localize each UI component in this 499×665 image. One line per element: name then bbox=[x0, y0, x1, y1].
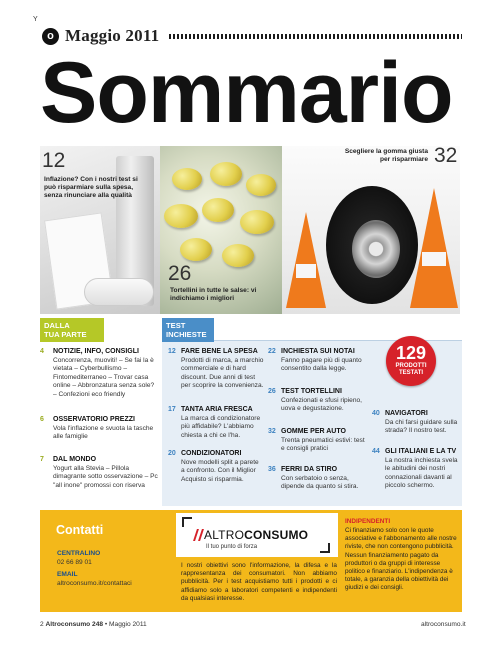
feature-caption: Scegliere la gomma giusta per risparmiare bbox=[344, 148, 428, 163]
tortellino-shape bbox=[210, 162, 242, 186]
feature-page-number: 12 bbox=[42, 149, 66, 172]
entry-title: TEST TORTELLINI bbox=[281, 388, 342, 395]
entry-page: 7 bbox=[40, 456, 44, 463]
toc-entry[interactable] bbox=[268, 466, 370, 492]
dotted-rule bbox=[169, 34, 462, 39]
entry-title: GLI ITALIANI E LA TV bbox=[385, 448, 457, 455]
toc-entry[interactable] bbox=[268, 428, 370, 454]
rim-shape bbox=[352, 220, 400, 278]
tortellino-shape bbox=[202, 198, 234, 222]
feature-page-number: 26 bbox=[168, 262, 192, 285]
brand-frame bbox=[182, 517, 330, 553]
indipendenti-text: Ci finanziamo solo con le quote associative e l'abbonamento alle nostre riviste, che non contengono pubblicità. Nessun finanziamento pagato da produttori o da gruppi di interesse politico e finanziario. L'indipendenza è totale, a garanzia della obiettività dei giudizi e dei consigli. bbox=[345, 527, 457, 592]
altroconsumo-logo-icon: o bbox=[42, 28, 59, 45]
cone-stripe bbox=[422, 252, 446, 266]
centralino-value[interactable]: 02 66 89 01 bbox=[57, 559, 92, 566]
entry-page: 36 bbox=[268, 466, 276, 473]
entry-title: OSSERVATORIO PREZZI bbox=[53, 416, 135, 423]
entry-page: 22 bbox=[268, 348, 276, 355]
entry-title: NAVIGATORI bbox=[385, 410, 428, 417]
tortellino-shape bbox=[246, 174, 276, 196]
brand-card bbox=[176, 513, 338, 557]
toc-entry[interactable] bbox=[40, 416, 158, 442]
issue-header bbox=[42, 26, 462, 46]
entry-title: CONDIZIONATORI bbox=[181, 450, 242, 457]
receipt-roll bbox=[84, 278, 154, 306]
entry-text: Fanno pagare più di quanto consentito dalla legge. bbox=[281, 356, 362, 373]
mission-text: I nostri obiettivi sono l'informazione, la difesa e la rappresentanza dei consumatori. Non abbiamo pubblicità. Per i test acquistiamo tutti i prodotti e ci affidiamo solo a laboratori competenti e indipendenti da qualsiasi interesse. bbox=[181, 562, 337, 602]
site-link[interactable]: altroconsumo.it bbox=[421, 621, 466, 628]
folio-magazine: Altroconsumo 248 bbox=[45, 621, 104, 628]
folio-page: 2 bbox=[40, 621, 44, 628]
entry-text: Nove modelli split a parete a confronto. Con il Miglior Acquisto si risparmia. bbox=[181, 458, 259, 483]
page-corner-mark: Y bbox=[33, 16, 38, 23]
entry-text: Confezionati e sfusi ripieno, uova e degustazione. bbox=[281, 396, 363, 413]
entry-text: Trenta pneumatici estivi: test e consigli pratici bbox=[281, 436, 365, 453]
brand-name-bold: CONSUMO bbox=[244, 528, 309, 542]
entry-page: 17 bbox=[168, 406, 176, 413]
entry-page: 44 bbox=[372, 448, 380, 455]
badge-label: TESTATI bbox=[398, 369, 424, 376]
contatti-title: Contatti bbox=[56, 523, 104, 537]
entry-page: 20 bbox=[168, 450, 176, 457]
entry-page: 26 bbox=[268, 388, 276, 395]
entry-text: Concorrenza, muoviti! – Se fai la è vietata – Cyberbullismo – Fintomediterraneo – Trovar casa online – Abbronzatura senza sole? – Confezioni eco friendly bbox=[53, 356, 155, 398]
toc-entry[interactable] bbox=[168, 348, 264, 391]
entry-text: Da chi farsi guidare sulla strada? Il nostro test. bbox=[385, 418, 458, 435]
section-heading-dalla-tua-parte bbox=[40, 318, 104, 342]
entry-text: Yogurt alla Stevia – Pillola dimagrante sotto osservazione – Pc "all inone" promossi con riserva bbox=[53, 464, 158, 489]
section-heading-test-inchieste bbox=[162, 318, 214, 342]
traffic-cone-shape bbox=[286, 212, 326, 308]
heading-line: INCHIESTE bbox=[166, 330, 207, 339]
toc-entry[interactable] bbox=[372, 448, 460, 491]
badge-label: PRODOTTI bbox=[395, 363, 427, 369]
frame-corner bbox=[182, 517, 192, 527]
email-label: EMAIL bbox=[57, 571, 78, 578]
entry-title: NOTIZIE, INFO, CONSIGLI bbox=[53, 348, 139, 355]
entry-page: 12 bbox=[168, 348, 176, 355]
brand-name-light: ALTRO bbox=[204, 528, 245, 542]
entry-title: FERRI DA STIRO bbox=[281, 466, 338, 473]
entry-text: La marca di condizionatore più affidabile? L'abbiamo chiesta a chi ce l'ha. bbox=[181, 414, 261, 439]
entry-title: DAL MONDO bbox=[53, 456, 97, 463]
toc-entry[interactable] bbox=[40, 456, 158, 490]
entry-text: La nostra inchiesta svela le abitudini dei nostri connazionali davanti al piccolo schermo. bbox=[385, 456, 458, 490]
feature-caption: Inflazione? Con i nostri test si può risparmiare sulla spesa, senza rinunciare alla qualità bbox=[44, 176, 138, 199]
heading-line: DALLA bbox=[44, 321, 70, 330]
toc-entry[interactable] bbox=[168, 406, 264, 440]
badge-number: 129 bbox=[395, 343, 427, 363]
toc-entry[interactable] bbox=[372, 410, 460, 436]
entry-text: Vola l'inflazione e svuota la tasche alle famiglie bbox=[53, 424, 154, 441]
feature-page-number: 32 bbox=[434, 144, 458, 167]
cone-stripe bbox=[296, 264, 316, 278]
entry-page: 40 bbox=[372, 410, 380, 417]
entry-page: 4 bbox=[40, 348, 44, 355]
toc-entry[interactable] bbox=[168, 450, 264, 484]
feature-caption: Tortellini in tutte le salse: vi indichiamo i migliori bbox=[170, 287, 257, 302]
toc-entry[interactable] bbox=[268, 388, 370, 414]
page-title: Sommario bbox=[40, 45, 453, 141]
brand-tagline: Il tuo punto di forza bbox=[206, 544, 258, 550]
email-link[interactable]: altroconsumo.it/contattaci bbox=[57, 580, 132, 587]
tortellino-shape bbox=[172, 168, 202, 190]
products-tested-badge bbox=[386, 336, 436, 386]
folio: 2 Altroconsumo 248 • Maggio 2011 bbox=[40, 621, 147, 628]
folio-date: Maggio 2011 bbox=[109, 621, 147, 628]
tortellino-shape bbox=[164, 204, 198, 228]
indipendenti-title: INDIPENDENTI bbox=[345, 518, 391, 525]
frame-corner bbox=[320, 543, 330, 553]
entry-title: TANTA ARIA FRESCA bbox=[181, 406, 253, 413]
centralino-label: CENTRALINO bbox=[57, 550, 101, 557]
tortellino-shape bbox=[222, 244, 254, 267]
brand-mark-icon bbox=[193, 529, 204, 541]
entry-title: INCHIESTA SUI NOTAI bbox=[281, 348, 355, 355]
heading-line: TUA PARTE bbox=[44, 330, 87, 339]
entry-page: 32 bbox=[268, 428, 276, 435]
entry-text: Con serbatoio o senza, dipende da quanto si stira. bbox=[281, 474, 359, 491]
entry-page: 6 bbox=[40, 416, 44, 423]
entry-title: GOMME PER AUTO bbox=[281, 428, 346, 435]
issue-date: Maggio 2011 bbox=[65, 26, 160, 45]
brand-logo bbox=[204, 528, 308, 542]
entry-text: Prodotti di marca, a marchio commerciale e di hard discount. Due anni di test per scoprire la convenienza. bbox=[181, 356, 264, 390]
tortellino-shape bbox=[180, 238, 212, 261]
toc-entry[interactable] bbox=[40, 348, 158, 400]
tyre-shape bbox=[326, 186, 418, 304]
entry-title: FARE BENE LA SPESA bbox=[181, 348, 258, 355]
tortellino-shape bbox=[240, 210, 274, 234]
toc-entry[interactable] bbox=[268, 348, 370, 374]
heading-line: TEST bbox=[166, 321, 186, 330]
tyre-photo[interactable] bbox=[282, 146, 460, 314]
